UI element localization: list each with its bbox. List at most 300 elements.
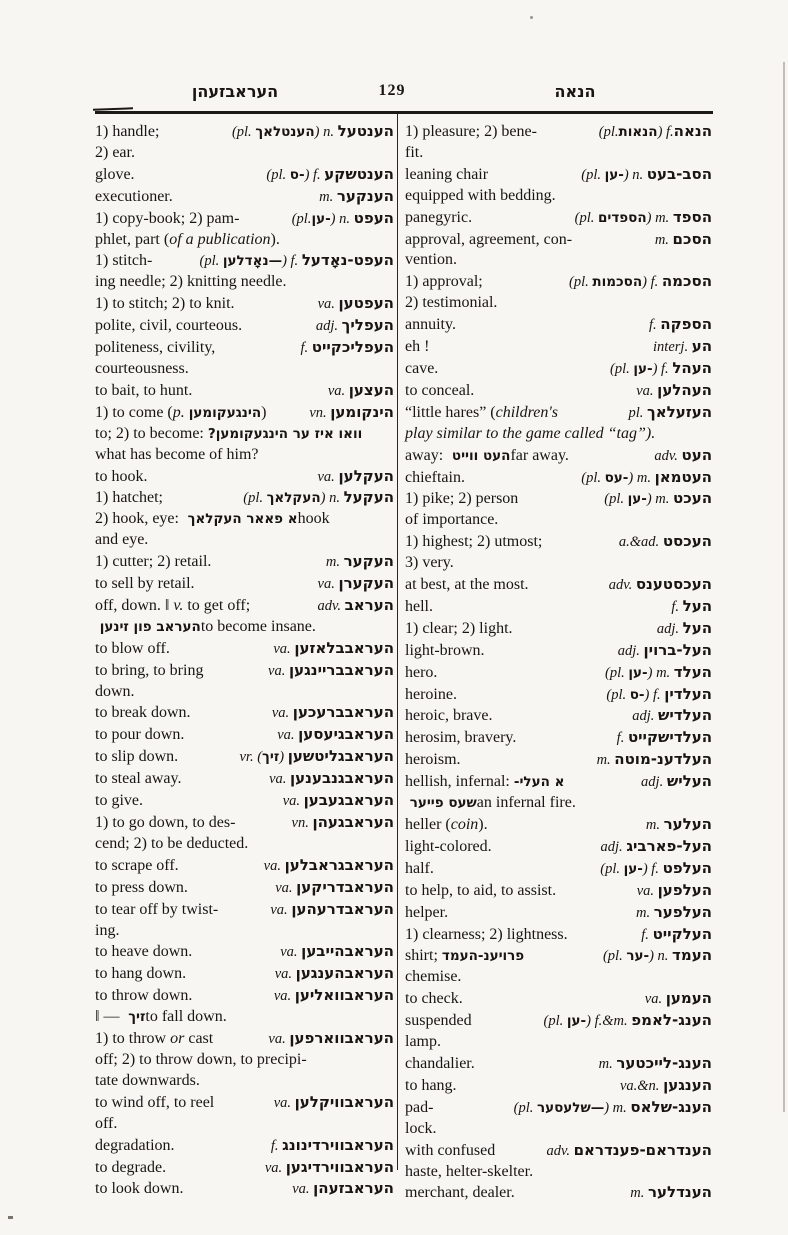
yiddish-text: -ען	[627, 491, 647, 508]
yiddish-headword: העכט	[673, 489, 712, 508]
latin-text: va.	[268, 1031, 290, 1048]
latin-text: m.	[598, 1055, 617, 1072]
entry-headword-group	[653, 336, 712, 358]
entry-translation	[405, 424, 655, 445]
entry-headword-group	[292, 812, 394, 834]
yiddish-text: -ס	[289, 166, 305, 183]
dict-entry-line	[405, 1140, 712, 1162]
latin-text: 1) hatchet;	[95, 489, 163, 507]
entry-translation	[95, 488, 163, 509]
dict-entry-line	[95, 595, 394, 617]
latin-text: ) f.	[282, 253, 302, 270]
entry-headword-group	[317, 595, 394, 617]
latin-text: va.	[275, 879, 297, 896]
dict-entry-line	[95, 1071, 394, 1092]
latin-text: “little hares” (	[405, 403, 496, 421]
yiddish-text: העט ווייט	[447, 447, 511, 464]
latin-text: equipped with bedding.	[405, 186, 556, 204]
yiddish-headword: העל-ברוין	[643, 640, 712, 659]
column-divider	[397, 114, 398, 1170]
latin-text: eh !	[405, 338, 430, 356]
latin-text: adj.	[632, 708, 659, 725]
dict-entry-line	[95, 186, 394, 208]
latin-text: vn.	[309, 404, 331, 421]
entry-headword-group	[604, 488, 712, 510]
entry-headword-group	[630, 1182, 712, 1204]
yiddish-headword: הענג-שלאס	[630, 1097, 712, 1116]
latin-text: heroic, brave.	[405, 707, 493, 725]
entry-translation	[95, 467, 147, 488]
latin-text: approval, agreement, con-	[405, 230, 573, 248]
latin-text: chemise.	[405, 968, 462, 986]
latin-text: adj.	[315, 318, 342, 335]
latin-text: to give.	[95, 792, 143, 810]
entry-headword-group	[514, 1097, 712, 1119]
entry-translation	[405, 468, 465, 489]
dict-entry-line	[95, 921, 394, 942]
dict-entry-line	[405, 250, 712, 271]
dict-entry-line	[95, 1178, 394, 1200]
entry-translation	[405, 989, 463, 1010]
latin-text: light-colored.	[405, 837, 492, 855]
entry-translation	[95, 682, 135, 703]
dict-entry-line	[95, 682, 394, 703]
entry-translation	[95, 122, 159, 143]
dict-entry-line	[95, 899, 394, 921]
yiddish-headword: הסכמה	[661, 272, 712, 291]
entry-translation	[95, 747, 178, 768]
latin-text: 1) cutter; 2) retail.	[95, 553, 212, 571]
dict-entry-line	[405, 553, 712, 574]
latin-text: ) m.	[646, 209, 673, 226]
dict-entry-line	[405, 271, 712, 293]
yiddish-headword: העזעלאך	[647, 402, 712, 421]
latin-text: (pl.	[574, 209, 598, 226]
dict-entry-line	[405, 164, 712, 186]
dict-entry-line	[95, 573, 394, 595]
latin-text: v.	[173, 596, 184, 614]
dict-entry-line	[405, 771, 712, 793]
latin-text: to help, to aid, to assist.	[405, 881, 557, 899]
latin-text: ) f.	[657, 124, 674, 140]
yiddish-text: -ען	[566, 1013, 587, 1030]
dict-entry-line	[405, 1032, 712, 1053]
yiddish-headword: הספקה	[660, 315, 712, 334]
entry-translation	[95, 445, 259, 466]
entry-headword-group	[620, 1075, 712, 1097]
latin-text: va.	[317, 468, 339, 485]
latin-text: 1) highest; 2) utmost;	[405, 533, 543, 551]
dict-entry-line	[95, 1157, 394, 1179]
entry-headword-group	[326, 551, 394, 573]
entry-headword-group	[301, 337, 395, 359]
entry-headword-group	[275, 963, 394, 985]
yiddish-headword: העקערן	[338, 574, 394, 593]
dict-entry-line	[405, 1182, 712, 1204]
yiddish-headword: העהלען	[657, 380, 712, 399]
entry-translation	[405, 293, 497, 314]
latin-text: 1) pike; 2) person	[405, 490, 519, 508]
latin-text: an infernal fire.	[476, 794, 576, 812]
latin-text: m.	[645, 817, 664, 833]
entry-translation	[95, 661, 203, 682]
latin-text: phlet, part (	[95, 230, 170, 248]
entry-translation	[405, 663, 437, 684]
latin-text: to become insane.	[200, 617, 316, 635]
latin-text: with confused	[405, 1141, 496, 1159]
dict-entry-line	[95, 164, 394, 186]
latin-text: 1) to go down, to des-	[95, 814, 236, 831]
dictionary-column-right	[405, 121, 712, 1204]
entry-translation	[95, 1093, 214, 1114]
latin-text: 1) to come (	[95, 403, 173, 421]
dict-entry-line	[405, 207, 712, 229]
dict-entry-line	[405, 967, 712, 988]
entry-translation	[95, 316, 242, 337]
entry-translation	[405, 772, 564, 793]
entry-headword-group	[232, 121, 394, 143]
yiddish-headword: העפט	[353, 208, 394, 227]
entry-translation	[405, 1119, 437, 1140]
entry-headword-group	[292, 1178, 394, 1200]
dict-entry-line	[405, 358, 712, 380]
latin-text: ) n.	[330, 210, 354, 227]
entry-translation	[405, 1183, 515, 1204]
latin-text: ) m.	[628, 469, 655, 486]
entry-translation	[95, 1007, 227, 1028]
dict-entry-line	[95, 1092, 394, 1114]
latin-text: va.	[273, 1094, 295, 1111]
latin-text: p.	[172, 403, 185, 421]
latin-text: pl.	[628, 404, 648, 421]
yiddish-text: -ס	[629, 686, 645, 703]
entry-headword-group	[268, 660, 394, 682]
yiddish-headword: העלער	[663, 815, 712, 833]
yiddish-headword: העקער	[343, 552, 394, 571]
entry-translation	[95, 703, 191, 724]
latin-text: to hook.	[95, 467, 148, 485]
entry-translation	[95, 725, 184, 746]
latin-text: play similar to the game called “tag”).	[405, 424, 656, 442]
page-number: 129	[378, 82, 406, 99]
entry-headword-group	[569, 271, 712, 293]
yiddish-text: הנאות	[618, 124, 658, 140]
dict-entry-line	[95, 143, 394, 164]
dict-entry-line	[405, 1075, 712, 1097]
yiddish-headword: העלדין	[664, 684, 712, 703]
latin-text: to throw down.	[95, 987, 193, 1005]
latin-text: ) f.	[642, 274, 662, 291]
entry-translation	[95, 900, 218, 921]
entry-translation	[95, 834, 248, 855]
entry-headword-group	[618, 640, 712, 662]
latin-text: annuity.	[405, 316, 456, 334]
dict-entry-line	[95, 746, 394, 768]
dict-entry-line	[95, 1050, 394, 1071]
entry-headword-group	[309, 402, 394, 424]
yiddish-text: -ען	[604, 166, 624, 183]
latin-text: ) n.	[649, 948, 673, 965]
dict-entry-line	[405, 684, 712, 706]
yiddish-text: הסכמות	[592, 274, 643, 291]
entry-translation	[95, 813, 235, 834]
latin-text: hellish, infernal:	[405, 773, 514, 791]
latin-text: hero.	[405, 663, 438, 681]
yiddish-headword: העראבווירדינונג	[282, 1135, 394, 1154]
entry-translation	[95, 230, 280, 251]
latin-text: to scrape off.	[95, 856, 179, 874]
latin-text: merchant, dealer.	[405, 1184, 515, 1202]
entry-translation	[95, 964, 186, 985]
dict-entry-line	[95, 985, 394, 1007]
dict-entry-line	[95, 487, 394, 509]
yiddish-headword: העלפען	[657, 880, 712, 899]
entry-translation	[405, 337, 429, 358]
yiddish-headword: העראבגיעסען	[298, 725, 394, 744]
latin-text: ) f.	[644, 686, 665, 703]
dict-entry-line	[405, 945, 712, 967]
entry-headword-group	[575, 207, 712, 229]
dict-entry-line	[95, 337, 394, 359]
yiddish-headword: הספד	[672, 207, 712, 226]
entry-translation	[405, 837, 492, 858]
dict-entry-line	[95, 768, 394, 790]
dict-entry-line	[405, 727, 712, 749]
yiddish-text: זיך	[262, 749, 280, 766]
entry-translation	[405, 575, 529, 596]
entry-headword-group	[243, 487, 394, 509]
entry-headword-group	[318, 573, 394, 595]
yiddish-headword: הנאה	[673, 122, 712, 140]
yiddish-headword: העראבברעכען	[292, 703, 394, 722]
entry-translation	[95, 530, 148, 551]
latin-text: ing.	[95, 921, 120, 939]
entry-translation	[95, 639, 170, 660]
entry-translation	[405, 706, 493, 727]
entry-translation	[405, 489, 518, 510]
entry-translation	[405, 1076, 457, 1097]
page-header	[95, 82, 712, 106]
entry-translation	[405, 925, 568, 946]
dict-entry-line	[405, 662, 712, 684]
latin-text: va.	[263, 857, 285, 874]
dict-entry-line	[95, 855, 394, 877]
latin-text: degradation.	[95, 1136, 175, 1154]
dict-entry-line	[95, 1135, 394, 1157]
entry-translation	[405, 359, 438, 380]
latin-text: chandalier.	[405, 1054, 475, 1072]
dict-entry-line	[405, 1053, 712, 1075]
latin-text: to; 2) to become:	[95, 424, 208, 442]
latin-text: adj.	[600, 838, 627, 855]
yiddish-headword: העראבבלאזען	[294, 638, 394, 657]
entry-headword-group	[645, 988, 712, 1010]
entry-translation	[95, 1029, 213, 1050]
yiddish-headword: הענג-לאמפ	[631, 1011, 712, 1030]
latin-text: f.	[671, 598, 683, 615]
latin-text: adv.	[317, 597, 345, 614]
yiddish-headword: העראבבריינגען	[288, 660, 394, 679]
entry-translation	[95, 187, 173, 208]
latin-text: va.	[273, 640, 295, 657]
yiddish-headword: הסב-בעט	[646, 164, 712, 183]
entry-headword-group	[544, 1010, 712, 1032]
latin-text: 1) stitch-	[95, 252, 153, 270]
dict-entry-line	[405, 596, 712, 618]
yiddish-text: זיך	[123, 1009, 146, 1026]
entry-translation	[95, 359, 189, 380]
latin-text: m.	[636, 904, 654, 921]
latin-text: to look down.	[95, 1180, 184, 1198]
entry-headword-group	[649, 314, 712, 336]
yiddish-headword: העמען	[665, 989, 712, 1008]
latin-text: f.	[300, 340, 312, 357]
entry-headword-group	[609, 574, 712, 596]
header-right-headword: הנאה	[554, 82, 596, 101]
yiddish-headword: העפליך	[341, 316, 394, 335]
dict-entry-line	[405, 836, 712, 858]
latin-text: ) m.	[647, 664, 674, 681]
latin-text: 2) hook, eye:	[95, 510, 183, 528]
latin-text: to wind off, to reel	[95, 1093, 215, 1111]
entry-translation	[95, 381, 192, 402]
dict-entry-line	[405, 402, 712, 424]
yiddish-headword: העראבזעהן	[313, 1179, 394, 1198]
entry-translation	[95, 921, 119, 942]
latin-text: )	[279, 749, 288, 766]
latin-text: ing needle; 2) knitting needle.	[95, 273, 287, 291]
entry-headword-group	[316, 315, 394, 337]
latin-text: (pl.	[199, 253, 223, 270]
latin-text: lock.	[405, 1119, 437, 1137]
yiddish-headword: העכסט	[662, 532, 712, 551]
yiddish-headword: העטמאן	[654, 467, 712, 486]
dict-entry-line	[95, 509, 394, 530]
latin-text: va.	[269, 771, 291, 788]
latin-text: half.	[405, 859, 434, 877]
entry-headword-group	[655, 229, 712, 251]
latin-text: what has become of him?	[95, 445, 259, 463]
yiddish-text: -ען	[311, 210, 331, 227]
latin-text: fit.	[405, 143, 424, 161]
latin-text: to conceal.	[405, 381, 475, 399]
latin-text: coin	[450, 816, 479, 833]
entry-headword-group	[270, 899, 394, 921]
entry-headword-group	[328, 380, 394, 402]
latin-text: leaning chair	[405, 165, 489, 183]
dict-entry-line	[405, 880, 712, 902]
latin-text: adj.	[617, 642, 644, 659]
entry-translation	[95, 338, 215, 359]
latin-text: ) f.&m.	[586, 1013, 632, 1030]
latin-text: cave.	[405, 359, 439, 377]
entry-translation	[405, 619, 513, 640]
entry-translation	[95, 769, 181, 790]
yiddish-headword: העראבגראבלען	[284, 855, 394, 874]
latin-text: suspended	[405, 1012, 472, 1030]
dict-entry-line	[405, 314, 712, 336]
header-rule	[95, 111, 713, 114]
latin-text: to bring, to bring	[95, 661, 204, 679]
entry-headword-group	[632, 705, 712, 727]
latin-text: to press down.	[95, 878, 188, 896]
latin-text: and eye.	[95, 531, 149, 549]
latin-text: f.	[641, 926, 653, 943]
dict-entry-line	[405, 293, 712, 314]
latin-text: heroine.	[405, 685, 457, 703]
latin-text: to heave down.	[95, 943, 193, 961]
latin-text: (pl.	[569, 274, 593, 291]
latin-text: of a publication	[169, 230, 271, 248]
latin-text: off, down. ‖	[95, 596, 174, 614]
entry-headword-group	[599, 121, 712, 143]
latin-text: pad-	[405, 1098, 434, 1116]
latin-text: herosim, bravery.	[405, 729, 517, 747]
entry-translation	[405, 510, 498, 531]
entry-translation	[95, 791, 143, 812]
latin-text: glove.	[95, 165, 135, 183]
latin-text: m.	[325, 554, 344, 571]
latin-text: ) n.	[314, 124, 338, 140]
dict-entry-line	[405, 574, 712, 596]
entry-translation	[405, 1032, 441, 1053]
entry-headword-group	[601, 836, 712, 858]
entry-translation	[95, 165, 135, 186]
dict-entry-line	[95, 359, 394, 380]
yiddish-headword: העכסטענס	[635, 575, 712, 594]
latin-text: va.	[277, 727, 299, 744]
entry-headword-group	[546, 1140, 712, 1162]
latin-text: (pl.	[598, 124, 619, 140]
entry-translation	[95, 209, 239, 230]
entry-headword-group	[581, 467, 712, 489]
yiddish-text: שעס פייער	[405, 795, 477, 812]
dict-entry-line	[405, 640, 712, 662]
entry-headword-group	[637, 880, 712, 902]
dict-entry-line	[95, 293, 394, 315]
latin-text: chieftain.	[405, 468, 465, 486]
latin-text: panegyric.	[405, 208, 473, 226]
entry-translation	[95, 424, 362, 445]
entry-headword-group	[606, 684, 712, 706]
entry-headword-group	[581, 164, 712, 186]
yiddish-text: הספדים	[597, 209, 647, 226]
entry-translation	[405, 122, 537, 143]
entry-headword-group	[318, 466, 395, 488]
latin-text: vention.	[405, 251, 457, 269]
yiddish-headword: העפטען	[338, 294, 394, 313]
latin-text: m.	[630, 1185, 648, 1202]
entry-headword-group	[641, 924, 712, 946]
latin-text: 3) very.	[405, 554, 454, 572]
dict-entry-line	[405, 336, 712, 358]
latin-text: ) f.	[652, 360, 673, 377]
latin-text: tate downwards.	[95, 1071, 200, 1089]
dict-entry-line	[95, 1114, 394, 1135]
entry-translation	[405, 230, 572, 251]
latin-text: ) f.	[642, 860, 663, 877]
dict-entry-line	[405, 988, 712, 1010]
latin-text: helper.	[405, 903, 449, 921]
entry-translation	[405, 1141, 495, 1162]
latin-text: cast	[184, 1030, 214, 1048]
entry-translation	[405, 728, 516, 749]
entry-headword-group	[265, 1157, 394, 1179]
yiddish-headword: העפט-נאָדעל	[301, 251, 394, 270]
latin-text: m.	[654, 231, 673, 248]
latin-text: (pl.	[266, 166, 290, 183]
latin-text: va.	[274, 966, 296, 983]
